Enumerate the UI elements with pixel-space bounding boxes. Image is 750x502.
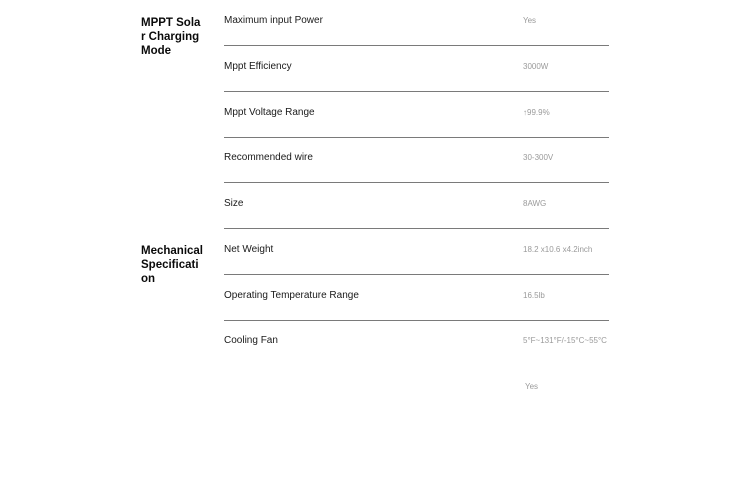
spec-value: ↑99.9% <box>523 108 550 117</box>
spec-value: 30-300V <box>523 153 554 162</box>
spec-value: Yes <box>523 16 537 25</box>
spec-label: Mppt Voltage Range <box>224 107 315 118</box>
spec-value: 8AWG <box>523 199 547 208</box>
spec-row <box>224 275 609 321</box>
spec-row <box>224 92 609 138</box>
spec-label: Net Weight <box>224 244 274 255</box>
spec-row <box>224 137 609 183</box>
spec-label: Recommended wire <box>224 152 313 163</box>
spec-label: Operating Temperature Range <box>224 290 359 301</box>
spec-label: Size <box>224 198 244 209</box>
spec-value: 18.2 x10.6 x4.2inch <box>523 245 593 254</box>
section-title-mechanical: Mechanical Specification <box>141 245 203 285</box>
trailing-value-row <box>224 366 609 412</box>
spec-row <box>224 46 609 92</box>
spec-label: Maximum input Power <box>224 15 323 26</box>
spec-label: Mppt Efficiency <box>224 61 292 72</box>
section-title-mppt: MPPT Solar Charging Mode <box>141 17 201 57</box>
trailing-value: Yes <box>525 382 539 391</box>
spec-value: 5°F~131°F/-15°C~55°C <box>523 336 607 345</box>
spec-value: 16.5lb <box>523 291 545 300</box>
spec-label: Cooling Fan <box>224 335 278 346</box>
spec-row <box>224 320 609 366</box>
spec-row <box>224 229 609 275</box>
spec-value: 3000W <box>523 62 549 71</box>
spec-row <box>224 0 609 46</box>
spec-row <box>224 183 609 229</box>
